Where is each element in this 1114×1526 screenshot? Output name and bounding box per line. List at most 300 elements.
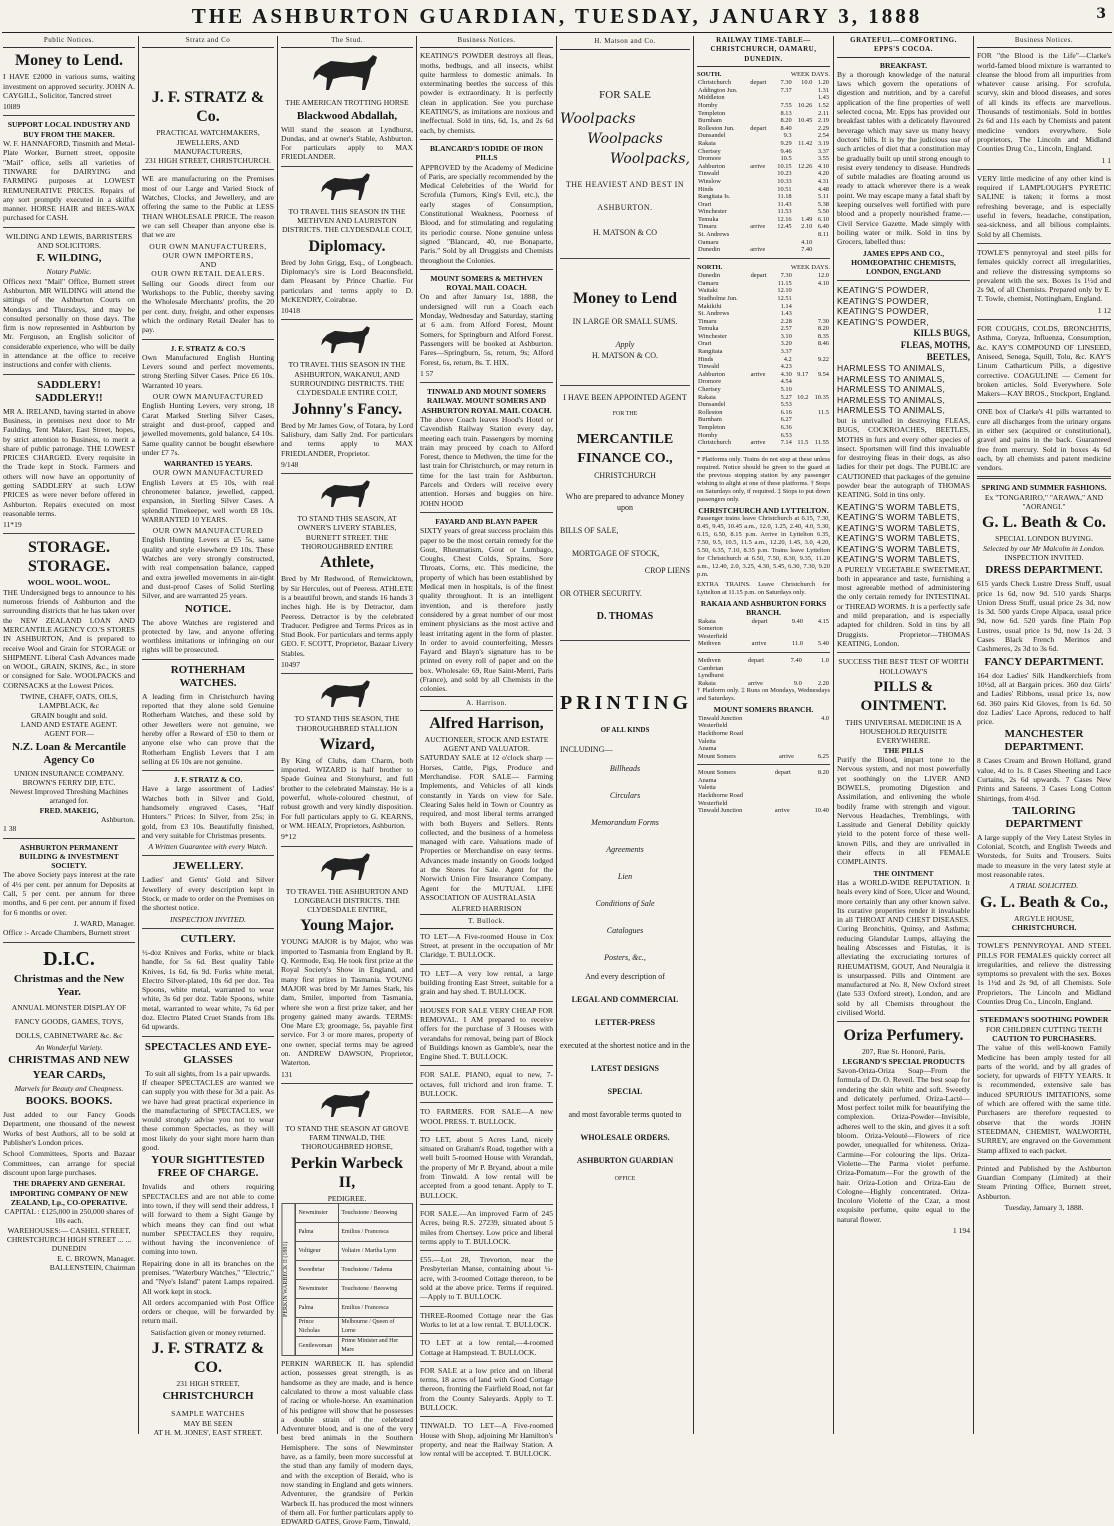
train-time — [803, 777, 830, 785]
timetable-row — [697, 201, 830, 209]
train-time: 9.46 — [780, 147, 792, 155]
lyttelton-title: CHRISTCHURCH AND LYTTELTON. — [698, 505, 829, 515]
bullock-ad: FOR SALE.—An improved Farm of 245 Acres, being R.S. 27239, situated about 5 miles from Chertsey. Low price and liberal terms apply to T. BULLOCK. — [420, 1208, 553, 1246]
caygill-notice: I HAVE £2000 in various sums, waiting investment on approved security. JOHN A. CAYGILL, Solicitor, Tancred street — [3, 72, 135, 100]
station-name: Cambrian — [698, 664, 724, 672]
printing-kind: Catalogues — [606, 926, 644, 935]
building-society-title: ASHBURTON PERMANENT BUILDING & INVESTMENT SOCIETY. — [19, 842, 119, 871]
bullock-ads — [420, 932, 553, 1459]
bullock-ad: TO LET—A Five-roomed House in Cox Street, at present in the occupation of Mr Claridge. T. BULLOCK. — [420, 931, 553, 960]
train-time: 4.10 — [817, 279, 829, 287]
bullock-ad: TINWALD. TO LET—A Five-roomed House with Shop, adjoining Mr Hamilton's property, and near the Railway Station. A low rental will be accepted. T. BULLOCK. — [420, 1421, 553, 1459]
stratz-city: CHRISTCHURCH — [162, 1390, 254, 1403]
repeated-line: HARMLESS TO ANIMALS, — [837, 394, 946, 405]
timetable-row — [697, 722, 830, 730]
woolpacks-2: Woolpacks — [587, 131, 663, 147]
cards-heading-2: YEAR CARDs, — [32, 1068, 106, 1081]
printing-kind: Conditions of Sale — [595, 899, 655, 908]
malcolm-line: Selected by our Mr Malcolm in London. — [983, 543, 1105, 553]
ladies-watches-text: Have a large assortment of Ladies' Watches both in Silver and Gold, handsomely engraved Cases, "Half Hunters." Prices: In Silver, from 25s; in gold, from £3 10s. Beautifully finished, and very suitable for Christmas presents. — [142, 784, 274, 840]
pills-text: Purify the Blood, impart tone to the Nervous system, and not most powerfully yet soothingly on the LIVER AND BOWELS, promoting Digestion and Assimilation, and enlivening the whole bodily frame with strength and vigour. Nervous Headaches, Tremblings, with Lassitude and General Debility quickly yield to the potent force of these well-known Pills, and they are unrivalled in their effects in all FEMALE COMPLAINTS. — [837, 755, 970, 867]
stud-7-name: Perkin Warbeck II, — [290, 1154, 404, 1191]
timetable-row — [697, 140, 830, 148]
train-time: 7.40 — [801, 246, 813, 254]
stud-4-name: Athlete, — [320, 554, 374, 572]
mount-somers-title: MOUNT SOMERS & METHVEN ROYAL MAIL COACH. — [430, 273, 543, 293]
station-name: Dromore — [698, 378, 722, 386]
pedigree-ancestors: Prime Minister and Her Mare — [339, 1337, 413, 1356]
train-time — [813, 239, 830, 247]
timetable-row — [697, 303, 830, 311]
ad-reference: 1 38 — [3, 824, 17, 834]
divider — [977, 243, 1111, 244]
ad-reference: 1 1 — [1101, 155, 1111, 165]
train-time: 2.57 — [780, 325, 792, 333]
own-manufactured-1: OUR OWN MANUFACTURED — [152, 392, 264, 402]
the-pills: THE PILLS — [883, 745, 924, 755]
timetable-row — [697, 325, 830, 333]
divider — [560, 385, 690, 386]
cards-heading-1: CHRISTMAS AND NEW — [8, 1053, 130, 1066]
rakaia-title: RAKAIA AND ASHBURTON FORKS BRANCH. — [700, 599, 827, 618]
divider — [142, 659, 274, 660]
train-time: 9.3 — [783, 132, 792, 140]
train-time — [793, 186, 814, 194]
station-note — [750, 318, 773, 326]
pedigree-sire: Sweetbriar — [296, 1261, 339, 1280]
station-name: Dunedin — [698, 272, 721, 280]
station-note — [774, 792, 803, 800]
page-number: 3 — [1096, 6, 1106, 22]
station-name: Tinwald Junction — [698, 807, 743, 815]
apply-label: Apply — [615, 340, 635, 349]
train-time: 12.51 — [777, 294, 792, 302]
train-time: 5.53 — [780, 401, 792, 409]
masthead-title: THE ASHBURTON GUARDIAN, TUESDAY, JANUARY 3, 1888 — [191, 4, 923, 28]
kills-bugs: KILLS BUGS, FLEAS, MOTHS, BEETLES, — [900, 328, 970, 363]
pedigree-row — [296, 1204, 413, 1223]
heaviest-line: THE HEAVIEST AND BEST IN — [565, 180, 685, 189]
timetable-row — [697, 378, 830, 386]
divider — [420, 382, 553, 383]
london-buying: SPECIAL LONDON BUYING. — [995, 534, 1093, 544]
station-name: Hackthorne Road — [698, 792, 743, 800]
station-note: arrive — [748, 679, 763, 687]
north-header — [697, 263, 830, 272]
for-the: FOR THE — [612, 411, 638, 417]
notice-heading: NOTICE. — [184, 602, 232, 615]
train-time — [793, 303, 810, 311]
repeated-line: KEATING'S POWDER, — [837, 306, 930, 317]
own-retail: OUR OWN RETAIL DEALERS. — [151, 269, 265, 279]
other-security: OR OTHER SECURITY. — [560, 589, 642, 598]
makeig-name: FRED. MAKEIG, — [39, 805, 99, 815]
divider — [420, 1306, 553, 1307]
divider — [3, 533, 135, 534]
repeated-line: HARMLESS TO ANIMALS, — [837, 373, 946, 384]
argyle-house: ARGYLE HOUSE, — [1014, 913, 1074, 923]
hunting-levers-text: Own Manufactured English Hunting Levers sound and perfect movements, strong Sterling Silver Cases. Price £6 10s. Warranted 10 years. — [142, 352, 274, 390]
train-time — [793, 125, 814, 133]
column-business-2 — [974, 36, 1114, 1432]
christmas-heading: Christmas and the New Year. — [13, 972, 125, 998]
ad-reference: 1 12 — [1097, 305, 1111, 315]
train-time: 1.49 — [801, 215, 813, 223]
station-name: Ashburton — [698, 370, 725, 378]
divider — [420, 1001, 553, 1002]
fancy-text: 164 doz Ladies' Silk Handkerchiefs from 10½d, all at Bargain prices. 360 doz Girls' and Ladies' Ribbons, usual price 1s, now 6d. 360 pairs Kid Gloves, from 1s 6d. 50 doz Ladies' Lace Aprons, reduced to half price. — [977, 670, 1111, 727]
train-time — [793, 280, 810, 288]
station-name: Dunsandel — [698, 132, 726, 140]
masthead — [0, 0, 1114, 34]
station-name: Westerfield — [698, 799, 728, 807]
train-time — [806, 672, 830, 680]
train-time — [809, 363, 830, 371]
train-time: 8.13 — [780, 109, 792, 117]
printing-kind: Circulars — [609, 791, 641, 800]
timetable-row — [697, 295, 830, 303]
english-hunting-text: English Hunting Levers at £5 5s, same quality and style elsewhere £9 10s. These Watches are very strongly constructed, with real compensation balance, capped and extra jewelled movements in air-tight and dust-proof Cases of Solid Sterling Silver, and are warranted 25 years. — [142, 535, 274, 601]
train-time — [772, 94, 793, 102]
sample-watches: SAMPLE WATCHES — [171, 1409, 245, 1419]
station-note: depart — [750, 79, 767, 87]
train-time: 11.43 — [777, 200, 792, 208]
station-name: Tinwald Junction — [698, 714, 743, 722]
divider — [420, 1333, 553, 1334]
south-timetable — [697, 79, 830, 254]
matson-name: H. MATSON & CO — [592, 228, 657, 237]
guardian-name: ASHBURTON GUARDIAN — [576, 1156, 674, 1165]
station-name: Rolleston Jun. — [698, 124, 735, 132]
and-line: AND — [199, 260, 217, 270]
keating-powder-ad: KEATING'S POWDER destroys all fleas, moths, bedbugs, and all insects, whilst quite harmless to domestic animals. In exterminating beetles the success of this powder is extraordinary. It is perfectly clean in application. See you purchase KEATING'S, as imitations are noxious and ineffectual. Sold in tins, 6d, 1s, and 2s 6d each, by chemists. — [420, 51, 553, 135]
station-note — [749, 87, 772, 95]
station-note: depart — [750, 272, 767, 280]
train-time: 9.54 — [817, 370, 829, 378]
divider — [3, 115, 135, 116]
station-name: Makikihi — [698, 302, 722, 310]
storage-title: STORAGE. STORAGE. — [28, 539, 110, 576]
train-time — [813, 246, 830, 254]
woolpacks-1: Woolpacks — [560, 111, 636, 127]
station-name: Valetta — [698, 737, 716, 745]
train-time: 1.43 — [817, 94, 829, 102]
dic-heading: D.I.C. — [43, 947, 95, 970]
divider — [977, 169, 1111, 170]
train-time: 2.10 — [801, 223, 813, 231]
caution-heading: CAUTION TO PURCHASERS. — [992, 1033, 1096, 1043]
timetable-row — [697, 163, 830, 171]
divider — [142, 169, 274, 170]
pedigree-ancestors: Emilius / Francesca — [339, 1223, 413, 1242]
station-name: Temuka — [698, 215, 719, 223]
timetable-row — [697, 79, 830, 87]
train-time — [793, 318, 810, 326]
pills-title: PILLS & OINTMENT. — [860, 678, 947, 714]
station-note — [749, 155, 772, 163]
station-note: depart — [751, 617, 768, 625]
train-time: 6.40 — [817, 223, 829, 231]
timetable-row — [697, 246, 830, 254]
station-note — [749, 170, 772, 178]
wholesale-orders: WHOLESALE ORDERS. — [580, 1133, 670, 1142]
timetable-row — [697, 216, 830, 224]
station-note: depart — [774, 769, 791, 777]
caution-text: The value of this well-known Family Medicine has been amply tested for all parts of the world, and by all grades of society, for upwards of FIFTY YEARS. It is recommended, extensive sale has induced SPURIOUS IMITATIONS, some of which are offered with the same title. Purchasers are therefore requested to observe that the words JOHN STEEDMAN, CHEMIST, WALWORTH, SURREY, are engraved on the Government Stamp affixed to each packet. — [977, 1043, 1111, 1155]
timetable-row — [697, 745, 830, 753]
train-time — [793, 424, 810, 432]
train-time — [793, 295, 810, 303]
train-time: 4.2 — [783, 355, 792, 363]
divider — [977, 319, 1111, 320]
levers-text: English Hunting Levers, very strong, 18 Carat Marked Sterling Silver Cases, straight and dust-proof, capped and jewelled movements, gold balance, £4 10s. Same quality cannot be bought elsewhere under £7 7s. — [142, 401, 274, 457]
tailoring-heading: TAILORING DEPARTMENT — [1005, 804, 1083, 830]
horse-engraving-icon — [315, 324, 379, 356]
station-name: Hornby — [698, 101, 718, 109]
timetable-row — [697, 231, 830, 239]
divider — [142, 1036, 274, 1037]
train-time — [772, 231, 793, 239]
hannaford-ad: W. F. HANNAFORD, Tinsmith and Metal-Plate Worker, Burnett street, opposite "Mail" office, sells all varieties of TINWARE for DAIRYING and FARMING purposes at LOWEST REMUNERATIVE PRICES. Repairs of any sort promptly executed in a skilful manner. HORSE HAIR and BEES-WAX purchased for CASH. — [3, 139, 135, 223]
timetable-row — [697, 155, 830, 163]
station-note — [750, 295, 773, 303]
divider — [977, 1010, 1111, 1011]
station-note — [750, 401, 773, 409]
station-note — [750, 303, 773, 311]
divider — [977, 936, 1111, 937]
station-note — [749, 186, 772, 194]
ad-reference: 9/148 — [281, 459, 299, 469]
stratz-heading-3: J. F. STRATZ & CO. — [173, 775, 243, 785]
repeated-line: HARMLESS TO ANIMALS, — [837, 363, 946, 374]
pedigree-ancestors: Touchstone / Tadema — [339, 1261, 413, 1280]
timetable-row — [697, 409, 830, 417]
train-time — [793, 340, 810, 348]
timetable-row — [697, 363, 830, 371]
train-time: 3.55 — [817, 155, 829, 163]
pedigree-ancestors: Voltaire / Martha Lynn — [339, 1242, 413, 1261]
train-time — [793, 94, 814, 102]
woolpacks-3: Woolpacks, — [609, 151, 690, 167]
divider — [281, 1083, 413, 1084]
pedigree-sire: Palma — [296, 1223, 339, 1242]
agent-for: AGENT FOR— — [44, 729, 94, 739]
station-note: arrive — [750, 223, 766, 231]
timetable-row — [697, 394, 830, 402]
station-name: Mount Somers — [698, 769, 736, 777]
station-note — [749, 110, 772, 118]
train-time — [793, 310, 810, 318]
station-note — [749, 208, 772, 216]
warranted-line: WARRANTED 15 YEARS. — [163, 459, 253, 469]
ointment-text: Has a WORLD-WIDE REPUTATION. It heals every kind of Sore, Ulcer and Wound, more certainly than any other known salve. Its curative properties render it invaluable in all THROAT AND CHEST DISEASES. Curing Bronchitis, Quinsy, and Asthma; reducing Glandular Lumps, allaying the healing Abscesses and Fistulas, it is alleviating the excruciating tortures of RHEUMATISM, GOUT, And Neuralgia it is unsurpassed. Pills and Ointment are manufactured at No. 8, New Oxford street (late 533 Oxford street), London, and are sold by all Chemists throughout the civilised World. — [837, 877, 970, 1018]
storage-text: THE Undersigned begs to announce to his numerous friends of Ashburton and the surrounding districts that he has taken over the NEW ZEALAND LOAN AND MERCANTILE AGENCY CO.'S STORES IN ASHBURTON, And is prepared to receive Wool and Grain for STORAGE or SHIPMENT. Liberal Cash Advances made on WOOL, GRAIN, SKINS, &c., in store or consigned for Sale. WOOLPACKS and CORNSACKS at the Lowest Prices. — [3, 587, 135, 690]
harrison-sub: AUCTIONEER, STOCK AND ESTATE AGENT AND VALUATOR. — [424, 734, 549, 754]
timetable-row — [697, 439, 830, 447]
mortgage-line: MORTGAGE OF STOCK, — [572, 549, 660, 558]
train-time: 5.11 — [818, 193, 829, 201]
stud-6-tag: TO TRAVEL THE ASHBURTON AND LONGBEACH DISTRICTS. THE CLYDESDALE ENTIRE, — [285, 886, 409, 915]
train-time — [809, 295, 830, 303]
horse-engraving-icon — [315, 478, 379, 510]
towle-ad: TOWLE'S pennyroyal and steel pills for females quickly correct all irregularities, and relieve the distressing symptoms so prevalent with the sex. Boxes 1s 1½d and 2s 9d, of all Chemists. Prepared only by E. T. Towle, chemist, Nottingham, England. — [977, 247, 1111, 304]
train-time: 1.0 — [821, 657, 829, 665]
station-note — [750, 333, 773, 341]
spectacles-sub: To suit all sights, from 1s a pair upwards. — [145, 1068, 271, 1078]
station-note: arrive — [750, 370, 766, 378]
may-be-seen: MAY BE SEEN — [183, 1418, 233, 1428]
train-time — [779, 665, 803, 673]
train-time: 11.42 — [798, 139, 813, 147]
extra-trains: EXTRA TRAINS. Leave Christchurch for Lyttelton at 11.15 p.m. on Saturdays only. — [697, 581, 830, 597]
printing-heading: PRINTING — [560, 692, 693, 714]
divider — [142, 770, 274, 771]
train-time: 10.51 — [777, 185, 792, 193]
horse-engraving-icon — [315, 851, 379, 883]
timetable-row — [697, 672, 830, 680]
train-time: 11.53 — [777, 208, 792, 216]
dress-heading: DRESS DEPARTMENT. — [985, 564, 1103, 577]
station-note: arrive — [750, 162, 766, 170]
divider — [697, 451, 830, 452]
pedigree-table — [295, 1203, 413, 1356]
bullock-tag: T. Bullock. — [420, 914, 553, 929]
train-time: 7.30 — [817, 317, 829, 325]
divider — [420, 1416, 553, 1417]
station-note: depart — [748, 657, 764, 665]
pedigree-sire: Gentlewoman — [296, 1337, 339, 1356]
divider — [420, 1065, 553, 1066]
station-note — [747, 672, 779, 680]
building-society-text: The above Society pays interest at the rate of 4½ per cent. per annum for Deposits at Call, 5 per cent. per annum for three months, and 6 per cent. per annum if fixed for 6 months or over. — [3, 870, 135, 917]
station-note — [747, 665, 779, 673]
column-header: RAILWAY TIME-TABLE—CHRISTCHURCH, OAMARU, DUNEDIN. — [697, 36, 830, 67]
train-time — [793, 356, 810, 364]
stud-3-text: Bred by Mr James Gow, of Totara, by Lord Salisbury, dam Sally 2nd. For particulars and terms apply to MAX FRIEDLANDER, Proprietor. — [281, 420, 413, 458]
christchurch-label: CHRISTCHURCH — [594, 471, 656, 480]
train-time — [807, 633, 830, 641]
trial-line: A TRIAL SOLICITED. — [1009, 881, 1079, 891]
divider — [697, 652, 830, 653]
station-name: Templeton — [698, 424, 726, 432]
capital-line: CAPITAL : £125,000 in 250,000 shares of 10s each. — [4, 1207, 134, 1226]
train-time — [807, 738, 830, 746]
station-name: Dromore — [698, 155, 722, 163]
beath-name-2: G. L. Beath & Co., — [980, 893, 1108, 911]
manchester-heading: MANCHESTER DEPARTMENT. — [1004, 728, 1084, 754]
invalids-text: Invalids and others requiring SPECTACLES and are not able to come into town, if they will send their address, I will forward to them a Sight Gauge by which means they can find out what number SPECTACLES they require, without having the inconvenience of coming into town. — [142, 1182, 274, 1257]
timetable-row — [697, 356, 830, 364]
rotherham-text: A leading firm in Christchurch having reported that they alone sold Genuine Rotherham Watches, and these sold by other Jewellers were not genuine, we hereby offer a Reward of £50 to them or anyone else who can prove that the Rotherham English Levers that I am selling at £6 10s are not genuine. — [142, 691, 274, 766]
train-time: 4.54 — [780, 378, 792, 386]
station-note — [750, 424, 773, 432]
train-time — [793, 378, 810, 386]
inspection-line: INSPECTION INVITED. — [1004, 552, 1084, 562]
train-time — [793, 348, 810, 356]
threshing-line: Newest Improved Threshing Machines arranged for. — [9, 787, 129, 806]
weekdays-label: WEEK DAYS. — [790, 70, 830, 78]
divider — [420, 1250, 553, 1251]
own-manufactured-3: OUR OWN MANUFACTURED — [152, 526, 264, 536]
train-time — [809, 386, 830, 394]
station-name: Temuka — [698, 325, 719, 333]
bullock-ad: TO LET—A very low rental, a large building fronting East Street, suitable for a grain and hay shed. T. BULLOCK. — [420, 968, 553, 997]
station-name: Rakaia — [698, 617, 716, 625]
stud-1-tag: THE AMERICAN TROTTING HORSE — [285, 98, 409, 108]
station-name: Winchester — [698, 332, 727, 340]
station-name: Rangitata Is. — [698, 193, 731, 201]
train-time — [793, 325, 810, 333]
own-manufacturers: OUR OWN MANUFACTURERS, — [149, 241, 267, 251]
repeated-line: KEATING'S WORM TABLETS, — [837, 512, 960, 523]
timetable-row — [697, 633, 830, 641]
column-cocoa — [834, 36, 973, 1432]
station-note — [749, 102, 772, 110]
train-time — [793, 132, 814, 140]
timetable-row — [697, 125, 830, 133]
train-time: 5.27 — [780, 393, 792, 401]
divider — [281, 473, 413, 474]
train-time: 3.20 — [780, 340, 792, 348]
north-timetable — [697, 272, 830, 447]
train-time — [807, 730, 830, 738]
divider — [281, 166, 413, 167]
station-note — [749, 148, 772, 156]
station-name: Ashburton — [698, 162, 725, 170]
train-time: 2.54 — [817, 132, 829, 140]
station-name: Dunsandel — [698, 401, 726, 409]
station-note — [749, 117, 772, 125]
horse-engraving-icon — [315, 678, 379, 710]
station-name: Oamaru — [698, 279, 719, 287]
mount-timetable — [697, 715, 830, 761]
latest-designs: LATEST DESIGNS — [591, 1064, 659, 1073]
divider — [420, 1102, 553, 1103]
train-time — [781, 633, 804, 641]
train-time — [793, 409, 810, 417]
kays-ad: FOR COUGHS, COLDS, BRONCHITIS, Asthma, Coryza, Influenza, Consumption, &c. KAY'S COMPOUND OF LINSEED, Aniseed, Senega, Squill, Tolu, &c. KAY'S Linum Catharticum Pills, a digestive corrective. COAGULINE — Cement for broken articles. Sold Everywhere. Sole Makers—KAY BROS., Stockport, England. — [977, 324, 1111, 399]
train-time: 10.15 — [777, 162, 792, 170]
divider — [420, 512, 553, 513]
train-time: 8.11 — [818, 231, 829, 239]
worm-text: A PURELY VEGETABLE SWEETMEAT, both in appearance and taste, furnishing a most agreeable method of administering the only certain remedy for INTESTINAL or THREAD WORMS. It is a perfectly safe and mild preparation, and is especially adapted for children. Sold in tins by all Druggists. Proprietor—THOMAS KEATING, London. — [837, 564, 971, 648]
divider — [697, 764, 830, 765]
school-text: School Committees, Sports and Bazaar Committees, can arrange for special discount upon large purchases. — [3, 1149, 135, 1177]
divider — [837, 652, 970, 653]
sight-tested-heading: YOUR SIGHTTESTED FREE OF CHARGE. — [151, 1154, 265, 1180]
divider — [420, 139, 553, 140]
timetable-row — [697, 738, 830, 746]
south-label: SOUTH. — [697, 70, 722, 78]
train-time: 10.23 — [777, 170, 792, 178]
epps-text: By a thorough knowledge of the natural laws which govern the operations of digestion and nutrition, and by a careful application of the fine properties of well selected cocoa, Mr. Epps has provided our breakfast tables with a delicately flavoured beverage which may save us many heavy doctors' bills. It is by the judicious use of such articles of diet that a constitution may be gradually built up until strong enough to resist every tendency to disease. Hundreds of subtle maladies are floating around us ready to attack wherever there is a weak point. We may escape many a fatal shaft by keeping ourselves well fortified with pure blood and a properly nourished frame.—Civil Service Gazette. Made simply with boiling water or milk. Sold in tins by Grocers, labelled thus: — [837, 69, 970, 247]
divider — [281, 673, 413, 674]
divider — [420, 269, 553, 270]
train-time: 12.26 — [797, 162, 813, 170]
train-time: 5.40 — [817, 640, 829, 648]
station-name: Westerfield — [698, 722, 728, 730]
clarkes-pills-ad: ONE box of Clarke's 41 pills warranted to cure all discharges from the urinary organs in either sex (acquired or constitutional), gravel and pains in the back. Guaranteed free from mercury. Sold in boxes 4s 6d each, by all chemists and patent medicine vendors. — [977, 407, 1111, 473]
train-time — [809, 303, 830, 311]
train-time: 2.19 — [817, 117, 829, 125]
divider — [3, 374, 135, 375]
column-header: Business Notices. — [977, 36, 1111, 48]
weekdays-label: WEEK DAYS. — [790, 263, 830, 271]
train-time — [803, 784, 830, 792]
pedigree-sire: Newminster — [296, 1204, 339, 1223]
station-note — [778, 722, 807, 730]
pedigree-row — [296, 1337, 413, 1356]
